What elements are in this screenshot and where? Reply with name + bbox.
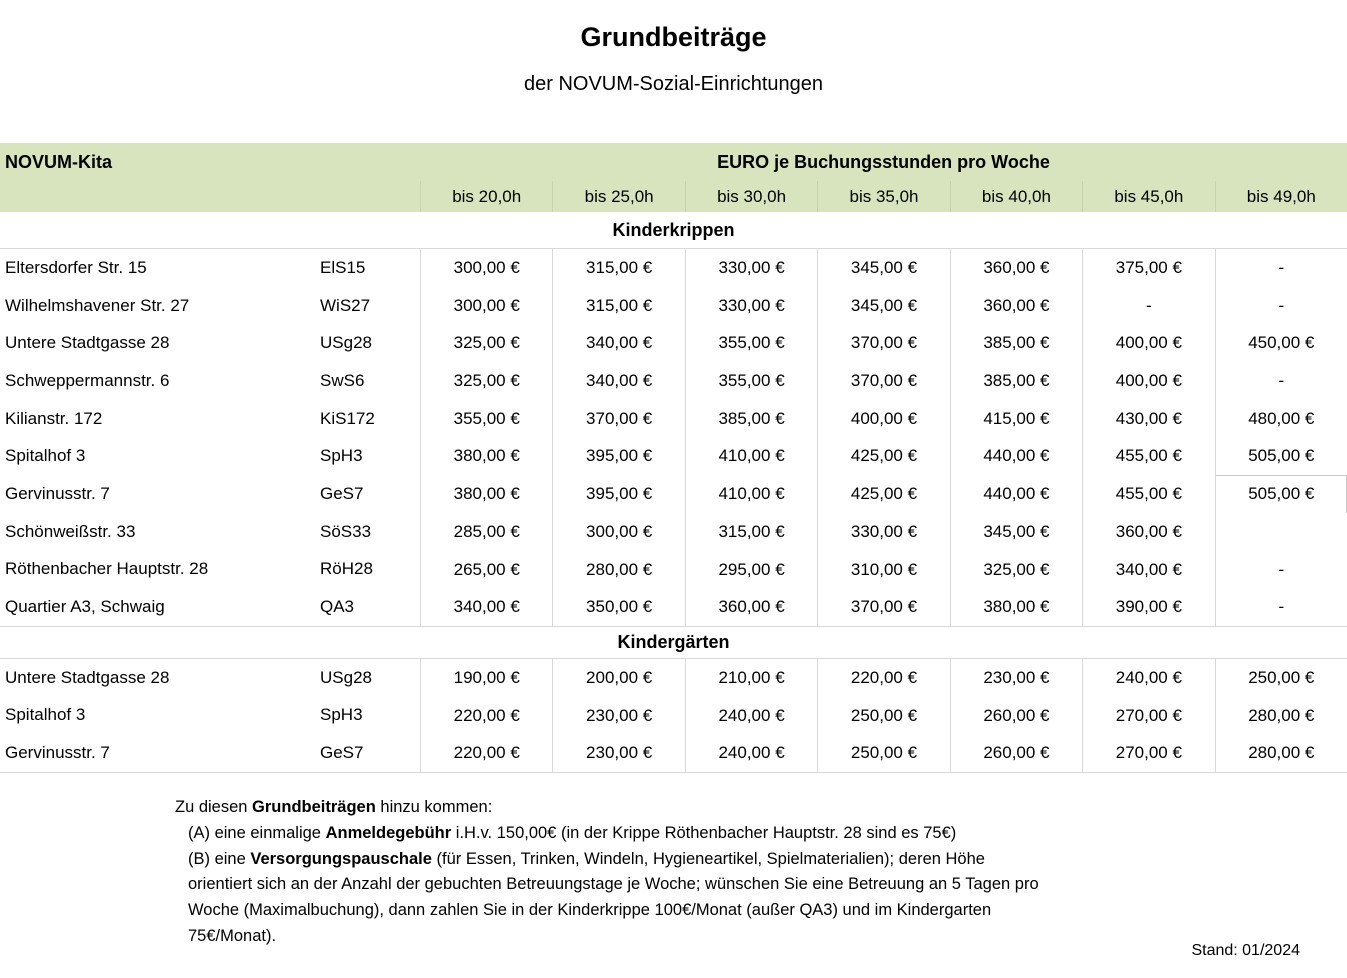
table-header (0, 143, 1347, 212)
price-cell: 230,00 € (950, 659, 1082, 697)
price-cell: 410,00 € (685, 475, 817, 513)
price-cell: 190,00 € (420, 659, 552, 697)
price-cell: 410,00 € (685, 437, 817, 475)
price-cell: 325,00 € (420, 362, 552, 400)
facility-code-cell: SöS33 (320, 521, 372, 541)
footnotes (0, 795, 1347, 950)
footnote-text: i.H.v. 150,00€ (in der Krippe Röthenbacher Hauptstr. 28 sind es 75€) (451, 823, 957, 842)
price-cell: 360,00 € (1082, 513, 1214, 551)
footnote-line (0, 821, 1347, 847)
facility-name-cell: Schönweißstr. 33 (5, 521, 136, 541)
price-cell: 370,00 € (817, 362, 949, 400)
table-header-row-1 (0, 143, 1347, 181)
price-cell: 400,00 € (1082, 362, 1214, 400)
facility-name-cell: Untere Stadtgasse 28 (5, 333, 170, 353)
facility-name-cell: Schweppermannstr. 6 (5, 370, 170, 390)
footnote-text: (A) eine einmalige (188, 823, 326, 842)
price-cell: 385,00 € (950, 324, 1082, 362)
price-cell: 385,00 € (685, 400, 817, 438)
price-cell: 210,00 € (685, 659, 817, 697)
price-cell: 480,00 € (1215, 400, 1347, 438)
page-title: Grundbeiträge (580, 22, 767, 52)
price-cell: 345,00 € (950, 513, 1082, 551)
price-cell: 360,00 € (950, 287, 1082, 325)
fees-table (0, 143, 1347, 773)
table-body (0, 212, 1347, 772)
price-cell: 455,00 € (1082, 475, 1214, 513)
price-cell: - (1215, 287, 1347, 325)
table-row (0, 324, 1347, 362)
hour-header-row (0, 181, 1347, 212)
facility-name-cell: Wilhelmshavener Str. 27 (5, 295, 190, 315)
group-header: EURO je Buchungsstunden pro Woche (717, 151, 1050, 172)
table-row (0, 697, 1347, 735)
facility-code-cell: GeS7 (320, 743, 364, 763)
price-cell: 380,00 € (950, 588, 1082, 626)
price-cell: 240,00 € (685, 734, 817, 772)
price-cell: - (1215, 362, 1347, 400)
price-cell (1215, 513, 1347, 551)
price-cell: 345,00 € (817, 249, 949, 287)
footnote-text: (für Essen, Trinken, Windeln, Hygieneartikel, Spielmaterialien); deren Höhe (431, 849, 985, 868)
facility-name-cell: Gervinusstr. 7 (5, 483, 110, 503)
corner-label: NOVUM-Kita (5, 151, 112, 172)
footnote-text: Zu diesen (175, 797, 253, 816)
facility-code-cell: RöH28 (320, 559, 373, 579)
price-cell: - (1215, 588, 1347, 626)
table-row (0, 287, 1347, 325)
price-cell: 425,00 € (817, 475, 949, 513)
price-cell: 455,00 € (1082, 437, 1214, 475)
hour-header-cell: bis 30,0h (685, 181, 817, 212)
price-cell: 355,00 € (685, 324, 817, 362)
price-cell: 240,00 € (685, 697, 817, 735)
facility-code-cell: SwS6 (320, 370, 365, 390)
section-header: Kinderkrippen (0, 212, 1347, 249)
price-cell: 315,00 € (552, 287, 684, 325)
price-cell: 280,00 € (1215, 734, 1347, 772)
price-cell: 315,00 € (685, 513, 817, 551)
price-cell: 440,00 € (950, 475, 1082, 513)
price-cell: 400,00 € (817, 400, 949, 438)
hour-header-cell: bis 25,0h (552, 181, 684, 212)
hour-header-cell: bis 20,0h (420, 181, 552, 212)
facility-code-cell: USg28 (320, 667, 372, 687)
price-cell: 325,00 € (950, 551, 1082, 589)
price-cell: 370,00 € (552, 400, 684, 438)
price-cell: 230,00 € (552, 734, 684, 772)
price-cell: 340,00 € (552, 324, 684, 362)
table-row (0, 400, 1347, 438)
price-cell: 265,00 € (420, 551, 552, 589)
footnote-bold-text: Grundbeiträgen (252, 797, 376, 816)
price-cell: 300,00 € (420, 249, 552, 287)
footnote-text: orientiert sich an der Anzahl der gebuchten Betreuungstage je Woche; wünschen Sie eine Betreuung an 5 Tagen pro (188, 875, 1039, 894)
facility-code-cell: USg28 (320, 333, 372, 353)
price-cell: 505,00 € (1215, 475, 1347, 513)
price-cell: 400,00 € (1082, 324, 1214, 362)
price-cell: - (1082, 287, 1214, 325)
price-cell: 270,00 € (1082, 734, 1214, 772)
facility-name-cell: Spitalhof 3 (5, 705, 86, 725)
price-cell: 355,00 € (420, 400, 552, 438)
footnote-bold-text: Anmeldegebühr (325, 823, 452, 842)
price-cell: 430,00 € (1082, 400, 1214, 438)
price-cell: 270,00 € (1082, 697, 1214, 735)
price-cell: 220,00 € (817, 659, 949, 697)
facility-name-cell: Spitalhof 3 (5, 446, 86, 466)
price-cell: 300,00 € (420, 287, 552, 325)
facility-name-cell: Gervinusstr. 7 (5, 743, 110, 763)
price-cell: 440,00 € (950, 437, 1082, 475)
facility-code-cell: ElS15 (320, 257, 366, 277)
table-row (0, 362, 1347, 400)
price-cell: 425,00 € (817, 437, 949, 475)
price-cell: 350,00 € (552, 588, 684, 626)
table-row (0, 734, 1347, 772)
facility-code-cell: SpH3 (320, 705, 363, 725)
footnote-line (0, 872, 1347, 898)
facility-code-cell: GeS7 (320, 483, 364, 503)
price-cell: 345,00 € (817, 287, 949, 325)
facility-name-cell: Eltersdorfer Str. 15 (5, 257, 147, 277)
price-cell: 325,00 € (420, 324, 552, 362)
price-cell: 360,00 € (950, 249, 1082, 287)
price-cell: - (1215, 249, 1347, 287)
price-cell: 250,00 € (1215, 659, 1347, 697)
table-row (0, 513, 1347, 551)
price-cell: 505,00 € (1215, 437, 1347, 475)
stand-label: Stand: 01/2024 (1191, 941, 1300, 959)
facility-name-cell: Röthenbacher Hauptstr. 28 (5, 559, 209, 579)
price-cell: 385,00 € (950, 362, 1082, 400)
price-cell: - (1215, 551, 1347, 589)
footnote-text: (B) eine (188, 849, 251, 868)
facility-name-cell: Kilianstr. 172 (5, 408, 103, 428)
facility-code-cell: QA3 (320, 597, 355, 617)
facility-code-cell: SpH3 (320, 446, 363, 466)
hour-header-cell: bis 40,0h (950, 181, 1082, 212)
section-header: Kindergärten (0, 626, 1347, 659)
table-row (0, 659, 1347, 697)
table-row (0, 551, 1347, 589)
facility-code-cell: WiS27 (320, 295, 371, 315)
price-cell: 370,00 € (817, 324, 949, 362)
table-row (0, 475, 1347, 513)
price-cell: 260,00 € (950, 697, 1082, 735)
price-cell: 280,00 € (1215, 697, 1347, 735)
footnote-bold-text: Versorgungspauschale (250, 849, 432, 868)
price-cell: 240,00 € (1082, 659, 1214, 697)
facility-name-cell: Quartier A3, Schwaig (5, 597, 165, 617)
footnote-text: Woche (Maximalbuchung), dann zahlen Sie in der Kinderkrippe 100€/Monat (außer QA3) und im Kindergarten (188, 901, 992, 920)
facility-code-cell: KiS172 (320, 408, 375, 428)
price-cell: 450,00 € (1215, 324, 1347, 362)
price-cell: 315,00 € (552, 249, 684, 287)
price-cell: 230,00 € (552, 697, 684, 735)
price-cell: 330,00 € (817, 513, 949, 551)
facility-name-cell: Untere Stadtgasse 28 (5, 667, 170, 687)
footnote-line (0, 898, 1347, 924)
price-cell: 395,00 € (552, 475, 684, 513)
price-cell: 375,00 € (1082, 249, 1214, 287)
price-cell: 330,00 € (685, 249, 817, 287)
price-cell: 340,00 € (1082, 551, 1214, 589)
price-cell: 260,00 € (950, 734, 1082, 772)
price-cell: 220,00 € (420, 734, 552, 772)
hour-header-cell: bis 35,0h (817, 181, 949, 212)
footnote-text: hinzu kommen: (375, 797, 493, 816)
price-cell: 310,00 € (817, 551, 949, 589)
price-cell: 355,00 € (685, 362, 817, 400)
price-cell: 380,00 € (420, 437, 552, 475)
price-cell: 295,00 € (685, 551, 817, 589)
table-row (0, 249, 1347, 287)
price-cell: 390,00 € (1082, 588, 1214, 626)
price-cell: 330,00 € (685, 287, 817, 325)
price-cell: 200,00 € (552, 659, 684, 697)
price-cell: 250,00 € (817, 697, 949, 735)
price-cell: 380,00 € (420, 475, 552, 513)
price-cell: 370,00 € (817, 588, 949, 626)
table-row (0, 588, 1347, 626)
footnote-text: 75€/Monat). (188, 926, 277, 945)
price-cell: 300,00 € (552, 513, 684, 551)
price-cell: 220,00 € (420, 697, 552, 735)
price-cell: 395,00 € (552, 437, 684, 475)
price-cell: 415,00 € (950, 400, 1082, 438)
price-cell: 360,00 € (685, 588, 817, 626)
hour-header-cell: bis 49,0h (1215, 181, 1347, 212)
hour-header-spacer (0, 181, 420, 212)
price-cell: 340,00 € (552, 362, 684, 400)
price-cell: 340,00 € (420, 588, 552, 626)
table-row (0, 437, 1347, 475)
hour-header-cell: bis 45,0h (1082, 181, 1214, 212)
page-subtitle: der NOVUM-Sozial-Einrichtungen (523, 73, 823, 95)
footnote-line (0, 795, 1347, 821)
price-cell: 250,00 € (817, 734, 949, 772)
footnote-line (0, 847, 1347, 873)
price-cell: 280,00 € (552, 551, 684, 589)
price-cell: 285,00 € (420, 513, 552, 551)
